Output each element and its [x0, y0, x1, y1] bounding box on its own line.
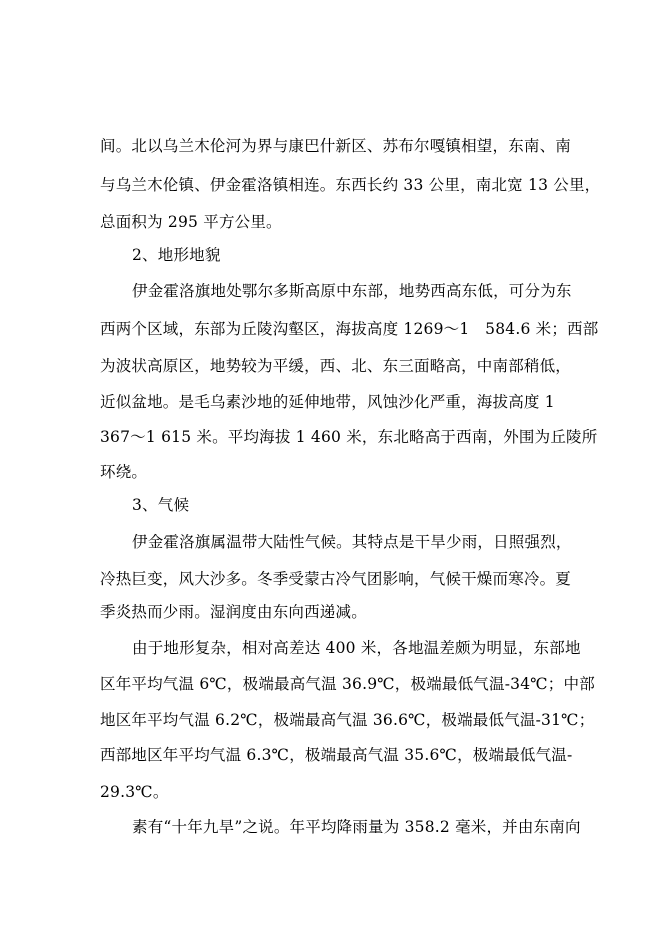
text-line-content: 与乌兰木伦镇、伊金霍洛镇相连。东西长约 33 公里，南北宽 13 公里， — [100, 176, 601, 194]
text-line-content: 环绕。 — [100, 463, 148, 481]
text-line-content: 间。北以乌兰木伦河为界与康巴什新区、苏布尔嘎镇相望，东南、南 — [100, 137, 572, 155]
text-line-content: 季炎热而少雨。湿润度由东向西递减。 — [100, 603, 367, 621]
text-line-content: 近似盆地。是毛乌素沙地的延伸地带，风蚀沙化严重，海拔高度 1 — [100, 393, 555, 411]
text-line-content: 素有“十年九旱”之说。年平均降雨量为 358.2 毫米，并由东南向 — [132, 818, 581, 836]
text-line-content: 地区年平均气温 6.2℃，极端最高气温 36.6℃，极端最低气温-31℃； — [100, 711, 595, 729]
text-line-content: 伊金霍洛旗属温带大陆性气候。其特点是干旱少雨，日照强烈， — [132, 533, 572, 551]
text-line-content: 367～1 615 米。平均海拔 1 460 米，东北略高于西南，外围为丘陵所 — [100, 428, 598, 446]
text-line-content: 为波状高原区，地势较为平缓，西、北、东三面略高，中南部稍低， — [100, 357, 572, 375]
text-line-content: 西部地区年平均气温 6.3℃，极端最高气温 35.6℃，极端最低气温- — [100, 746, 573, 764]
section-heading-text: 2、地形地貌 — [132, 246, 221, 264]
text-line-content: 由于地形复杂，相对高差达 400 米，各地温差颇为明显，东部地 — [132, 639, 581, 657]
text-line-content: 29.3℃。 — [100, 783, 169, 801]
text-line-content: 冷热巨变，风大沙多。冬季受蒙古冷气团影响，气候干燥而寒冷。夏 — [100, 570, 572, 588]
text-line-content: 西两个区域，东部为丘陵沟壑区，海拔高度 1269～1 584.6 米；西部 — [100, 320, 599, 338]
section-heading-text: 3、气候 — [132, 496, 190, 514]
text-line-content: 伊金霍洛旗地处鄂尔多斯高原中东部，地势西高东低，可分为东 — [132, 282, 572, 300]
text-line-content: 总面积为 295 平方公里。 — [100, 213, 282, 231]
text-line-content: 区年平均气温 6℃，极端最高气温 36.9℃，极端最低气温-34℃；中部 — [100, 675, 595, 693]
